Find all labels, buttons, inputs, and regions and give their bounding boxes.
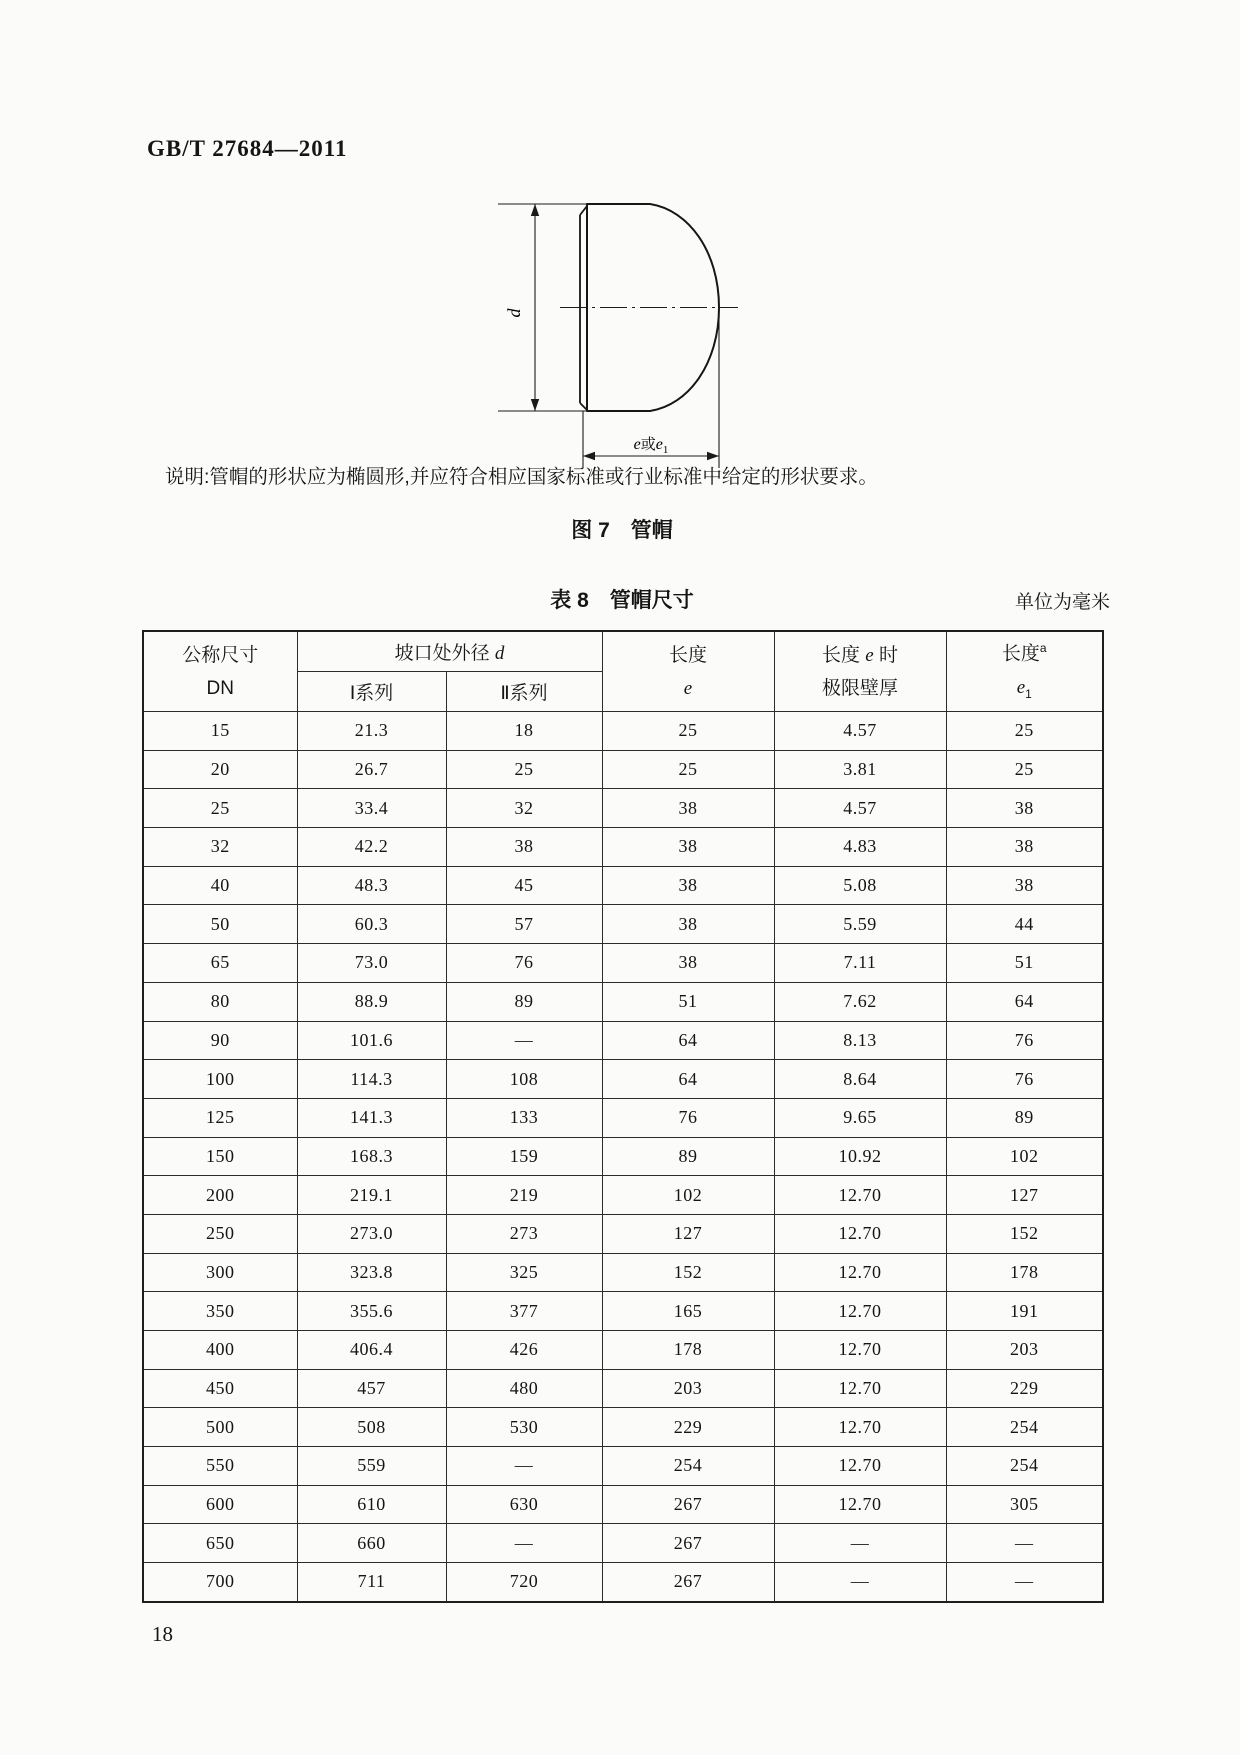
- table-cell: 25: [946, 750, 1103, 789]
- table-cell: 203: [602, 1369, 774, 1408]
- table-cell: 660: [297, 1524, 446, 1563]
- table-cell: 700: [143, 1563, 297, 1602]
- table-cell: 267: [602, 1563, 774, 1602]
- pipe-cap-dimensions-table: [142, 630, 1104, 1603]
- table-cell: 65: [143, 944, 297, 983]
- table-cell: 48.3: [297, 866, 446, 905]
- table-cell: 8.13: [774, 1021, 946, 1060]
- table-cell: 21.3: [297, 712, 446, 751]
- table-cell: 200: [143, 1176, 297, 1215]
- table-row: [143, 750, 1103, 789]
- table-cell: 273: [446, 1214, 602, 1253]
- table-cell: 32: [446, 789, 602, 828]
- col-header-length-e: [602, 631, 774, 712]
- dimension-e-label: e或$e_1$: [633, 436, 669, 456]
- table-cell: 15: [143, 712, 297, 751]
- table-cell: —: [774, 1563, 946, 1602]
- table-cell: 300: [143, 1253, 297, 1292]
- table-row: [143, 1214, 1103, 1253]
- col-header-limit-wall: 长度 e 时 极限壁厚: [774, 631, 946, 712]
- table-cell: 650: [143, 1524, 297, 1563]
- table-cell: 12.70: [774, 1253, 946, 1292]
- table-cell: 76: [946, 1060, 1103, 1099]
- table-row: [143, 905, 1103, 944]
- table-cell: 64: [602, 1060, 774, 1099]
- table-cell: 610: [297, 1485, 446, 1524]
- table-cell: 630: [446, 1485, 602, 1524]
- table-cell: 38: [602, 944, 774, 983]
- table-cell: 141.3: [297, 1098, 446, 1137]
- table-row: [143, 1137, 1103, 1176]
- table-cell: 191: [946, 1292, 1103, 1331]
- table-cell: 38: [602, 789, 774, 828]
- col-header-nominal-size-dn: DN: [206, 677, 234, 699]
- table-cell: 10.92: [774, 1137, 946, 1176]
- table-cell: 38: [946, 828, 1103, 867]
- table-row: [143, 789, 1103, 828]
- table-cell: 480: [446, 1369, 602, 1408]
- table-cell: 33.4: [297, 789, 446, 828]
- table-cell: 178: [602, 1331, 774, 1370]
- standard-code: GB/T 27684—2011: [147, 136, 348, 161]
- table-cell: 550: [143, 1447, 297, 1486]
- table-cell: 150: [143, 1137, 297, 1176]
- table-cell: 88.9: [297, 982, 446, 1021]
- table-cell: 377: [446, 1292, 602, 1331]
- table-cell: —: [446, 1524, 602, 1563]
- table-cell: 12.70: [774, 1214, 946, 1253]
- table-cell: 355.6: [297, 1292, 446, 1331]
- table-cell: 89: [946, 1098, 1103, 1137]
- table-cell: 25: [602, 750, 774, 789]
- table-cell: 325: [446, 1253, 602, 1292]
- table-row: [143, 866, 1103, 905]
- table-cell: 12.70: [774, 1369, 946, 1408]
- table-cell: 12.70: [774, 1447, 946, 1486]
- table-row: [143, 1563, 1103, 1602]
- table-cell: 89: [446, 982, 602, 1021]
- table-cell: 18: [446, 712, 602, 751]
- table-cell: 45: [446, 866, 602, 905]
- table-cell: 4.57: [774, 789, 946, 828]
- table-cell: 114.3: [297, 1060, 446, 1099]
- table-cell: 100: [143, 1060, 297, 1099]
- unit-note: 单位为毫米: [1014, 592, 1110, 613]
- table-title: 表 8 管帽尺寸: [550, 589, 694, 612]
- table-cell: 51: [946, 944, 1103, 983]
- table-cell: 50: [143, 905, 297, 944]
- table-cell: 305: [946, 1485, 1103, 1524]
- table-row: [143, 828, 1103, 867]
- table-cell: 165: [602, 1292, 774, 1331]
- table-cell: 4.57: [774, 712, 946, 751]
- col-header-length-label: 长度: [669, 644, 708, 666]
- table-cell: 60.3: [297, 905, 446, 944]
- table-cell: 102: [946, 1137, 1103, 1176]
- col-header-nominal-size: [143, 631, 297, 712]
- col-header-groove-od-var: d: [494, 643, 505, 664]
- table-cell: 267: [602, 1524, 774, 1563]
- dimension-d-label: d: [504, 308, 524, 318]
- table-cell: 38: [602, 828, 774, 867]
- table-cell: 32: [143, 828, 297, 867]
- table-row: [143, 1524, 1103, 1563]
- table-cell: 25: [446, 750, 602, 789]
- table-row: [143, 1369, 1103, 1408]
- table-cell: 40: [143, 866, 297, 905]
- table-cell: 508: [297, 1408, 446, 1447]
- table-row: [143, 1447, 1103, 1486]
- table-cell: 426: [446, 1331, 602, 1370]
- table-cell: 600: [143, 1485, 297, 1524]
- table-cell: 38: [946, 789, 1103, 828]
- table-cell: 5.59: [774, 905, 946, 944]
- table-cell: 51: [602, 982, 774, 1021]
- table-cell: 125: [143, 1098, 297, 1137]
- table-cell: 12.70: [774, 1292, 946, 1331]
- table-row: [143, 1485, 1103, 1524]
- table-cell: 108: [446, 1060, 602, 1099]
- table-cell: 89: [602, 1137, 774, 1176]
- table-cell: 323.8: [297, 1253, 446, 1292]
- table-row: [143, 944, 1103, 983]
- col-header-length-var: e: [683, 677, 693, 699]
- table-cell: 711: [297, 1563, 446, 1602]
- figure-title: 图 7 管帽: [571, 519, 673, 542]
- table-row: [143, 1408, 1103, 1447]
- table-cell: 80: [143, 982, 297, 1021]
- table-row: [143, 982, 1103, 1021]
- table-cell: 530: [446, 1408, 602, 1447]
- figure-note: 说明:管帽的形状应为椭圆形,并应符合相应国家标准或行业标准中给定的形状要求。: [165, 466, 878, 488]
- table-cell: 20: [143, 750, 297, 789]
- table-cell: 9.65: [774, 1098, 946, 1137]
- table-cell: 64: [602, 1021, 774, 1060]
- table-row: [143, 1253, 1103, 1292]
- table-cell: 4.83: [774, 828, 946, 867]
- figure-pipe-cap: [440, 170, 760, 482]
- table-cell: 267: [602, 1485, 774, 1524]
- col-header-groove-od-label: 坡口处外径: [394, 643, 490, 664]
- table-cell: 250: [143, 1214, 297, 1253]
- table-cell: 38: [602, 905, 774, 944]
- table-cell: —: [446, 1447, 602, 1486]
- table-cell: 720: [446, 1563, 602, 1602]
- table-cell: 90: [143, 1021, 297, 1060]
- col-header-series-1: Ⅰ系列: [297, 672, 446, 712]
- table-cell: 57: [446, 905, 602, 944]
- table-row: [143, 1098, 1103, 1137]
- col-header-series-2: Ⅱ系列: [446, 672, 602, 712]
- table-cell: 203: [946, 1331, 1103, 1370]
- table-cell: 127: [946, 1176, 1103, 1215]
- page-number: 18: [152, 1622, 173, 1646]
- table-header: [143, 631, 1103, 712]
- table-cell: 168.3: [297, 1137, 446, 1176]
- table-cell: 7.62: [774, 982, 946, 1021]
- table-cell: 101.6: [297, 1021, 446, 1060]
- table-cell: 254: [946, 1408, 1103, 1447]
- table-cell: 38: [446, 828, 602, 867]
- table-cell: 254: [946, 1447, 1103, 1486]
- table-cell: 559: [297, 1447, 446, 1486]
- table-cell: 38: [602, 866, 774, 905]
- table-cell: 42.2: [297, 828, 446, 867]
- table-cell: 133: [446, 1098, 602, 1137]
- table-cell: 400: [143, 1331, 297, 1370]
- table-cell: 229: [946, 1369, 1103, 1408]
- table-cell: 159: [446, 1137, 602, 1176]
- table-cell: —: [774, 1524, 946, 1563]
- table-cell: 219: [446, 1176, 602, 1215]
- table-cell: 102: [602, 1176, 774, 1215]
- table-cell: —: [946, 1563, 1103, 1602]
- table-row: [143, 1060, 1103, 1099]
- table-cell: 12.70: [774, 1485, 946, 1524]
- table-row: [143, 1331, 1103, 1370]
- table-cell: 178: [946, 1253, 1103, 1292]
- table-cell: 152: [602, 1253, 774, 1292]
- pipe-cap-drawing: [440, 170, 760, 482]
- table-cell: 3.81: [774, 750, 946, 789]
- table-cell: 25: [946, 712, 1103, 751]
- table-cell: 219.1: [297, 1176, 446, 1215]
- col-header-length-e1: 长度$^a$ $e_1$: [946, 631, 1103, 712]
- col-header-nominal-size-cn: 公称尺寸: [182, 644, 259, 666]
- table-cell: 26.7: [297, 750, 446, 789]
- table-row: [143, 1292, 1103, 1331]
- col-header-groove-od: [297, 631, 602, 672]
- table-cell: 254: [602, 1447, 774, 1486]
- table-cell: 127: [602, 1214, 774, 1253]
- table-cell: 7.11: [774, 944, 946, 983]
- table-cell: —: [946, 1524, 1103, 1563]
- table-cell: 12.70: [774, 1408, 946, 1447]
- table-cell: 8.64: [774, 1060, 946, 1099]
- table-cell: 64: [946, 982, 1103, 1021]
- table-cell: 5.08: [774, 866, 946, 905]
- dimensions-table-body: [143, 712, 1103, 1602]
- table-cell: 152: [946, 1214, 1103, 1253]
- table-row: [143, 1176, 1103, 1215]
- table-cell: 457: [297, 1369, 446, 1408]
- table-cell: 273.0: [297, 1214, 446, 1253]
- table-cell: 350: [143, 1292, 297, 1331]
- table-cell: 76: [446, 944, 602, 983]
- table-cell: 406.4: [297, 1331, 446, 1370]
- table-cell: 12.70: [774, 1331, 946, 1370]
- table-row: [143, 1021, 1103, 1060]
- table-cell: 76: [946, 1021, 1103, 1060]
- table-row: [143, 712, 1103, 751]
- table-cell: 25: [143, 789, 297, 828]
- table-cell: 12.70: [774, 1176, 946, 1215]
- table-cell: 500: [143, 1408, 297, 1447]
- table-cell: —: [446, 1021, 602, 1060]
- table-cell: 25: [602, 712, 774, 751]
- table-cell: 229: [602, 1408, 774, 1447]
- table-cell: 38: [946, 866, 1103, 905]
- table-cell: 76: [602, 1098, 774, 1137]
- footnote-marker-a: a: [1039, 641, 1047, 656]
- table-cell: 73.0: [297, 944, 446, 983]
- table-cell: 450: [143, 1369, 297, 1408]
- table-cell: 44: [946, 905, 1103, 944]
